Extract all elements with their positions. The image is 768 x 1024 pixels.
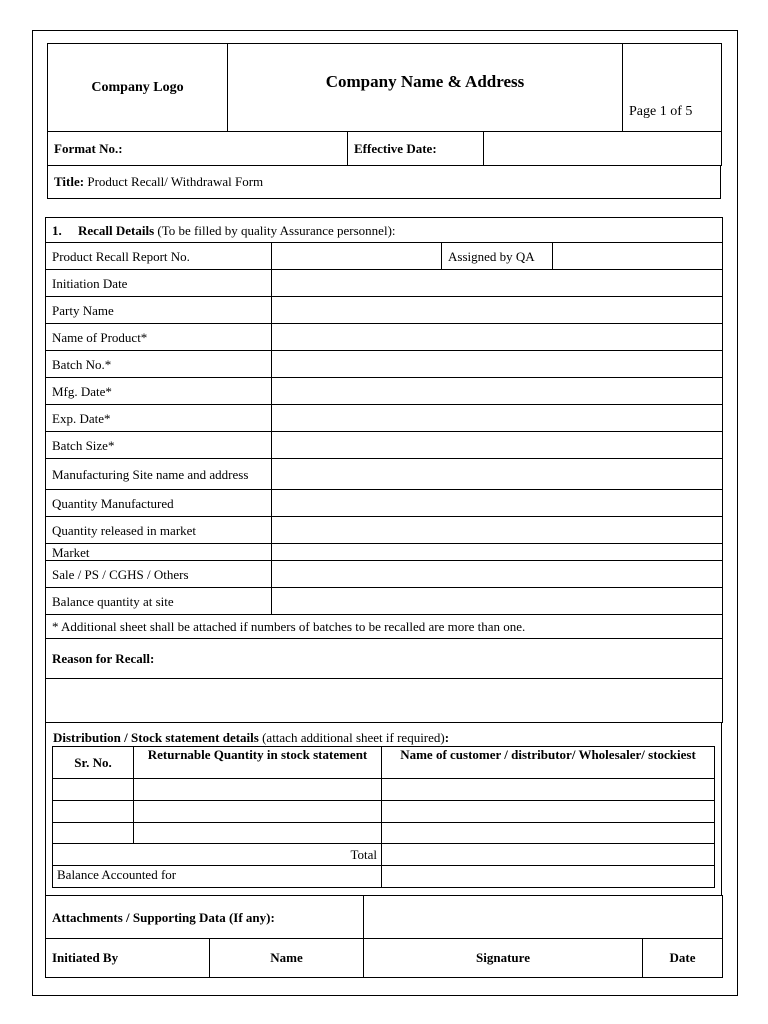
- section-note: (To be filled by quality Assurance personnel):: [157, 222, 396, 238]
- attachments-label: Attachments / Supporting Data (If any):: [46, 896, 364, 939]
- effective-date-field[interactable]: [484, 132, 722, 165]
- recall-details-section: [45, 217, 722, 896]
- returnable-quantity-cell[interactable]: [134, 801, 382, 823]
- field-label: Name of Product*: [46, 324, 272, 351]
- assigned-by-qa-field[interactable]: [553, 243, 723, 270]
- page-number: Page 1 of 5: [629, 104, 693, 119]
- attachments-field[interactable]: [364, 896, 723, 939]
- reason-for-recall-label: Reason for Recall:: [46, 639, 723, 679]
- sr-no-cell[interactable]: [53, 779, 134, 801]
- distribution-title: Distribution / Stock statement details: [53, 730, 259, 745]
- section-title: Recall Details: [78, 222, 155, 238]
- distribution-table: [52, 746, 715, 888]
- customer-name-cell[interactable]: [382, 823, 715, 844]
- report-no-field[interactable]: [272, 243, 442, 270]
- mfg-date-field[interactable]: [272, 378, 723, 405]
- party-name-field[interactable]: [272, 297, 723, 324]
- field-label: Initiation Date: [46, 270, 272, 297]
- company-name-text: Company Name & Address: [325, 72, 525, 91]
- column-header-returnable-quantity: Returnable Quantity in stock statement: [134, 747, 382, 779]
- total-value-cell[interactable]: [382, 844, 715, 866]
- field-label: Exp. Date*: [46, 405, 272, 432]
- distribution-heading: [52, 723, 715, 746]
- balance-accounted-cell[interactable]: [382, 866, 715, 888]
- field-label: Batch Size*: [46, 432, 272, 459]
- initiation-date-field[interactable]: [272, 270, 723, 297]
- signature-label: Signature: [364, 939, 643, 977]
- customer-name-cell[interactable]: [382, 801, 715, 823]
- table-row: [53, 823, 715, 844]
- recall-section-heading: [46, 218, 723, 243]
- title-value: Product Recall/ Withdrawal Form: [87, 174, 264, 190]
- field-label: Sale / PS / CGHS / Others: [46, 561, 272, 588]
- sr-no-cell[interactable]: [53, 801, 134, 823]
- initiated-by-label: Initiated By: [46, 939, 210, 977]
- batch-size-field[interactable]: [272, 432, 723, 459]
- footer-section: [45, 895, 722, 978]
- distribution-section: [45, 723, 722, 896]
- assigned-by-qa-label: Assigned by QA: [442, 243, 553, 270]
- format-no-label: Format No.:: [48, 132, 348, 165]
- sr-no-cell[interactable]: [53, 823, 134, 844]
- title-label: Title:: [54, 174, 85, 190]
- field-label: Party Name: [46, 297, 272, 324]
- returnable-quantity-cell[interactable]: [134, 823, 382, 844]
- field-label: Market: [46, 544, 272, 561]
- sale-category-field[interactable]: [272, 561, 723, 588]
- returnable-quantity-cell[interactable]: [134, 779, 382, 801]
- document-header: [47, 43, 721, 199]
- section-number: 1.: [52, 222, 62, 238]
- column-header-customer-name: Name of customer / distributor/ Wholesaler/ stockiest: [382, 747, 715, 779]
- field-label: Batch No.*: [46, 351, 272, 378]
- market-field[interactable]: [272, 544, 723, 561]
- customer-name-cell[interactable]: [382, 779, 715, 801]
- batches-footnote: * Additional sheet shall be attached if numbers of batches to be recalled are more than one.: [46, 615, 723, 639]
- distribution-note: (attach additional sheet if required): [262, 730, 445, 745]
- table-row: [53, 801, 715, 823]
- field-label: Manufacturing Site name and address: [46, 459, 272, 490]
- field-label: Mfg. Date*: [46, 378, 272, 405]
- column-header-sr-no: Sr. No.: [53, 747, 134, 779]
- date-label: Date: [643, 939, 723, 977]
- field-label: Quantity released in market: [46, 517, 272, 544]
- exp-date-field[interactable]: [272, 405, 723, 432]
- company-logo-placeholder: Company Logo: [48, 44, 228, 132]
- quantity-manufactured-field[interactable]: [272, 490, 723, 517]
- manufacturing-site-field[interactable]: [272, 459, 723, 490]
- report-no-label: Product Recall Report No.: [46, 243, 272, 270]
- batch-no-field[interactable]: [272, 351, 723, 378]
- reason-for-recall-field[interactable]: [46, 679, 723, 723]
- field-label: Balance quantity at site: [46, 588, 272, 615]
- product-name-field[interactable]: [272, 324, 723, 351]
- page-number-cell: [623, 44, 722, 132]
- distribution-colon: :: [444, 730, 450, 745]
- field-label: Quantity Manufactured: [46, 490, 272, 517]
- quantity-released-field[interactable]: [272, 517, 723, 544]
- balance-accounted-label: Balance Accounted for: [53, 866, 382, 888]
- company-name-address: [228, 44, 623, 132]
- total-label: Total: [53, 844, 382, 866]
- name-label: Name: [210, 939, 364, 977]
- table-row: [53, 779, 715, 801]
- effective-date-label: Effective Date:: [348, 132, 484, 165]
- title-row: [48, 166, 721, 199]
- balance-quantity-field[interactable]: [272, 588, 723, 615]
